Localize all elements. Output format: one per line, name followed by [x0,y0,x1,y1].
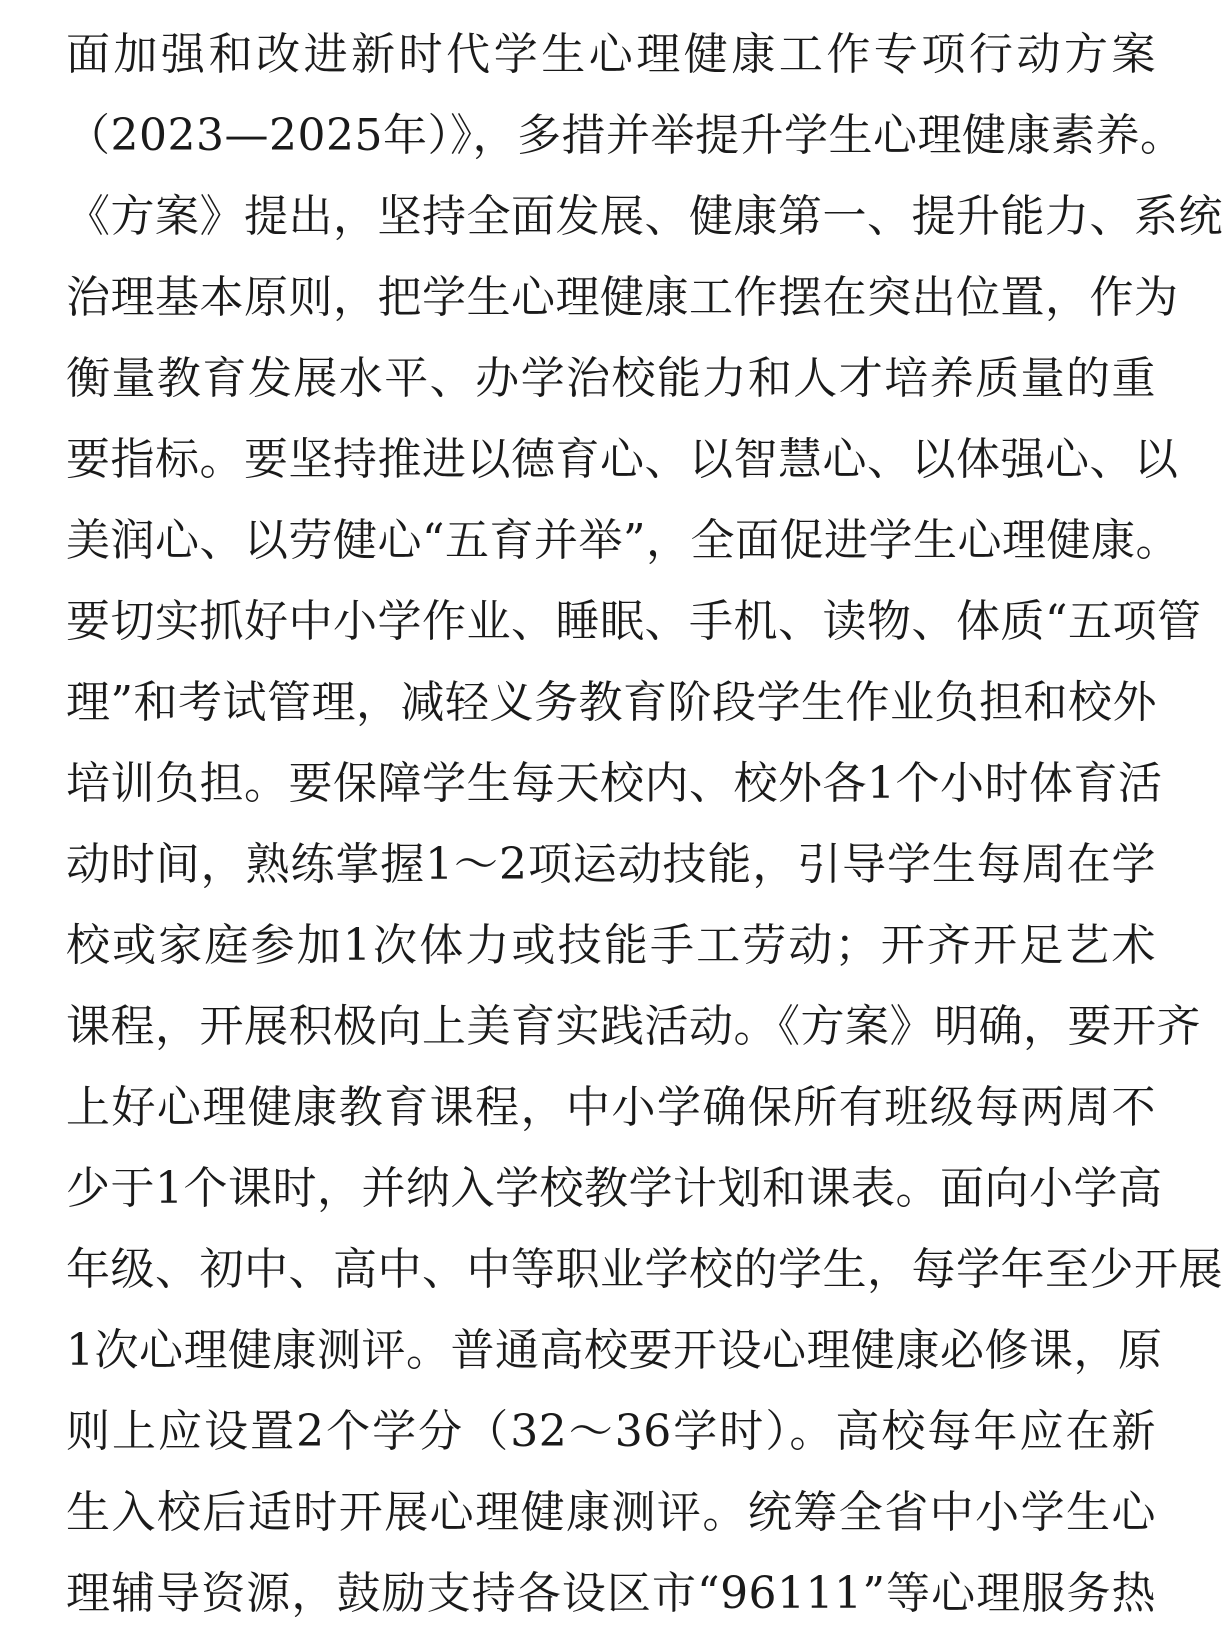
text-line: 治理基本原则，把学生心理健康工作摆在突出位置，作为 [66,272,1179,323]
text-line: 年级、初中、高中、中等职业学校的学生，每学年至少开展 [66,1244,1223,1295]
text-line: 培训负担。要保障学生每天校内、校外各1个小时体育活 [66,758,1163,809]
text-line: 1次心理健康测评。普通高校要开设心理健康必修课，原 [66,1325,1163,1376]
text-line: 动时间，熟练掌握1～2项运动技能，引导学生每周在学 [66,839,1156,890]
text-line: 生入校后适时开展心理健康测评。统筹全省中小学生心 [66,1487,1156,1538]
text-line: 理”和考试管理，减轻义务教育阶段学生作业负担和校外 [66,677,1157,728]
body-text [66,14,1223,1634]
text-line: 课程，开展积极向上美育实践活动。《方案》明确，要开齐 [66,1001,1201,1052]
text-line: 则上应设置2个学分（32～36学时）。高校每年应在新 [66,1406,1156,1457]
text-line: 《方案》提出，坚持全面发展、健康第一、提升能力、系统 [66,191,1223,242]
text-line: 要指标。要坚持推进以德育心、以智慧心、以体强心、以 [66,434,1179,485]
text-line: 要切实抓好中小学作业、睡眠、手机、读物、体质“五项管 [66,596,1202,647]
text-line: 衡量教育发展水平、办学治校能力和人才培养质量的重 [66,353,1156,404]
text-line: 上好心理健康教育课程，中小学确保所有班级每两周不 [66,1082,1156,1133]
text-line: 面加强和改进新时代学生心理健康工作专项行动方案 [66,29,1156,80]
text-line: 美润心、以劳健心“五育并举”，全面促进学生心理健康。 [66,515,1180,566]
text-line: 理辅导资源，鼓励支持各设区市“96111”等心理服务热 [66,1568,1156,1619]
text-line: 少于1个课时，并纳入学校教学计划和课表。面向小学高 [66,1163,1163,1214]
text-line: 校或家庭参加1次体力或技能手工劳动；开齐开足艺术 [66,920,1156,971]
text-line: （2023—2025年）》，多措并举提升学生心理健康素养。 [66,110,1185,161]
